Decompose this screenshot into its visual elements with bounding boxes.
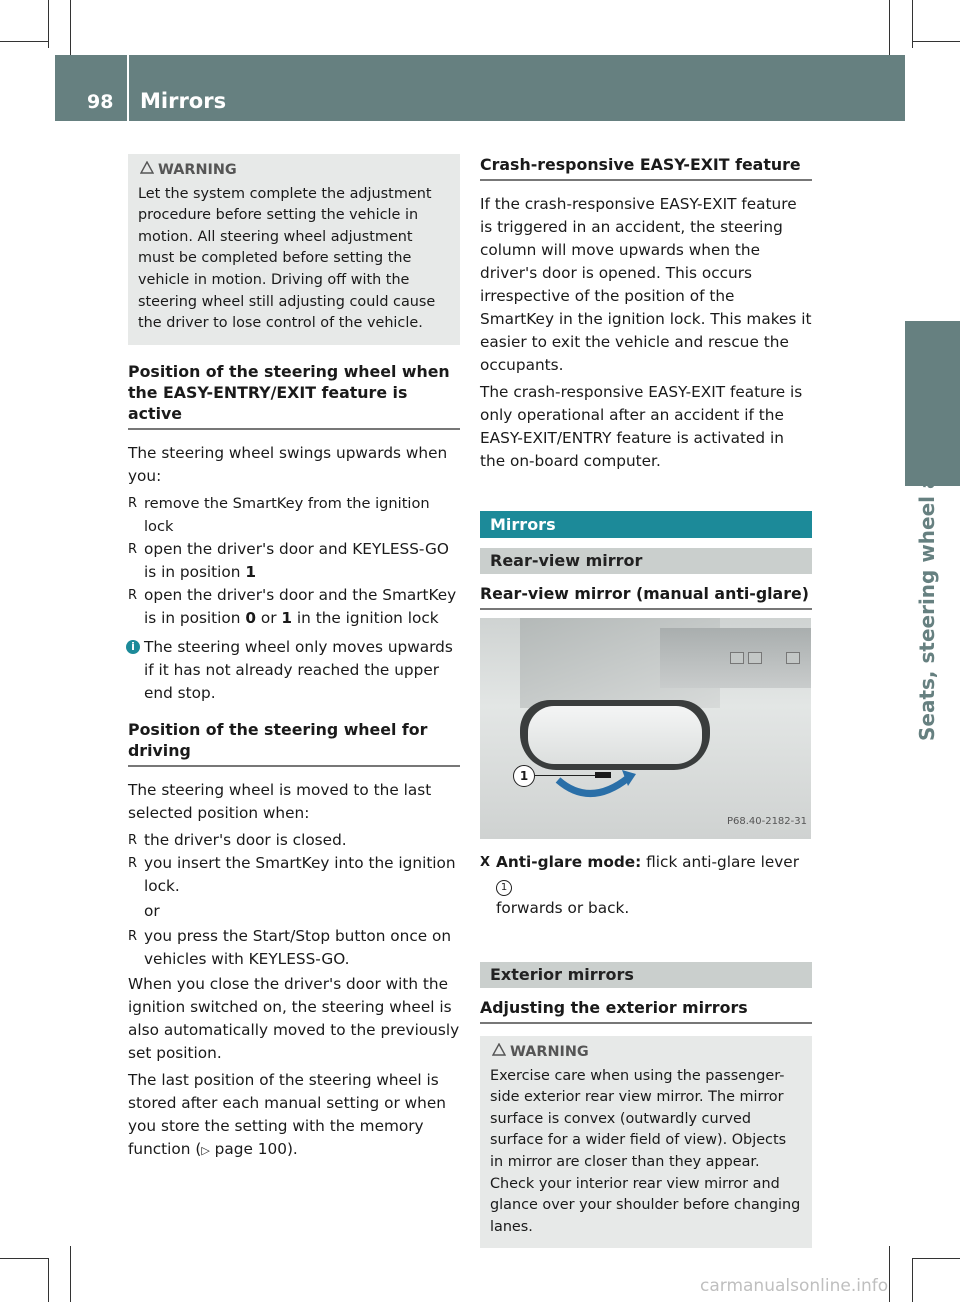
paragraph: The steering wheel is moved to the last selected position when: [128,780,432,822]
page-ref-arrow-icon: ▷ [201,1143,210,1157]
warning-heading [492,1042,802,1064]
list-item-text: you press the Start/Stop button once on vehicles with KEYLESS-GO. [144,926,452,968]
warning-box [480,1036,812,1248]
list-item-text: or [256,608,282,627]
heading-adjusting-exterior: Adjusting the exterior mirrors [480,997,812,1024]
crop-mark [70,1246,71,1302]
page-number: 98 [87,91,114,113]
callout-line [535,775,595,776]
crop-mark [912,41,960,42]
bullet-mark: R [128,495,138,511]
list-item [128,829,460,852]
list-item-text: remove the SmartKey from the ignition lock [144,494,430,535]
page-ref-open: ( [195,1139,202,1158]
list-item-text: the driver's door is closed. [144,830,347,849]
list-item [128,492,460,538]
warning-triangle-icon [140,160,158,182]
crop-mark [0,1258,48,1259]
warning-label: WARNING [158,162,237,178]
list-item-text: open the driver's door and KEYLESS-GO is in position [144,539,449,581]
step-text: flick anti-glare lever [641,853,799,871]
overhead-console-buttons [660,628,811,688]
list-item [128,584,460,630]
key-position: 0 [245,608,256,627]
crop-mark [48,0,49,48]
figure-callout-1: 1 [513,765,535,787]
subsection-heading-exterior: Exterior mirrors [480,962,812,988]
key-position: 1 [245,562,256,581]
warning-heading [140,160,450,182]
bullet-mark: R [128,855,138,871]
watermark: carmanualsonline.info [700,1276,889,1296]
callout-reference: 1 [496,880,512,896]
page-title: Mirrors [140,89,227,113]
crop-mark [889,0,890,55]
heading-easy-entry: Position of the steering wheel when the EASY-ENTRY/EXIT feature is active [128,361,460,430]
paragraph: If the crash-responsive EASY-EXIT feature is triggered in an accident, the steering column will move upwards when the driver's door is opened. This occurs irrespective of the position of the SmartKey in the ignition lock. This makes it easier to exit the vehicle and rescue the occupants. [480,195,812,374]
bullet-mark: R [128,832,138,848]
warning-text: Exercise care when using the passenger-side exterior rear view mirror. The mirror surface is convex (outwardly curved surface for a wider field of view). Objects in mirror are closer than they appear. Check your interior rear view mirror and glance over your shoulder before changing lanes. [490,1067,801,1235]
crop-mark [0,41,48,42]
warning-label: WARNING [510,1044,589,1060]
right-column [480,154,812,1248]
crop-mark [889,1246,890,1302]
warning-box [128,154,460,345]
page-header [55,55,905,121]
figure-reference: P68.40-2182-31 [726,816,807,827]
crop-mark [912,0,913,48]
step-text-continued: forwards or back. [496,899,630,917]
bullet-mark: R [128,928,138,944]
instruction-step [480,851,812,920]
rear-view-mirror-photo [480,618,811,839]
header-divider [127,55,129,121]
crop-mark [48,1258,49,1302]
list-item [128,538,460,584]
info-icon: i [126,636,145,659]
chapter-title: Seats, steering wheel and mirrors [915,357,939,741]
info-note [128,636,460,705]
list-item-text: in the ignition lock [292,608,439,627]
section-heading-mirrors: Mirrors [480,511,812,538]
mirror-glass [528,706,702,764]
step-label: Anti-glare mode: [496,853,642,871]
chapter-sidebar [905,121,960,1302]
heading-driving: Position of the steering wheel for driving [128,719,460,767]
crop-mark [70,0,71,55]
or-text: or [144,901,160,920]
page-reference-link[interactable]: page 100). [209,1139,298,1158]
paragraph: The steering wheel swings upwards when you: [128,443,448,485]
paragraph [128,1069,460,1162]
paragraph: The crash-responsive EASY-EXIT feature is only operational after an accident if the EASY-EXIT/ENTRY feature is activated in the on-board computer. [480,383,803,470]
left-column [128,154,460,1162]
warning-text: Let the system complete the adjustment procedure before setting the vehicle in motion. All steering wheel adjustment must be completed before setting the vehicle in motion. Driving off with the steering wheel still adjusting could cause the driver to lose control of the vehicle. [138,185,436,332]
paragraph: When you close the driver's door with the ignition switched on, the steering wheel is also automatically moved to the previously set position. [128,974,460,1062]
key-position: 1 [281,608,293,627]
info-text: The steering wheel only moves upwards if it has not already reached the upper end stop. [144,637,453,702]
heading-crash-responsive: Crash-responsive EASY-EXIT feature [480,154,812,181]
list-item-text: open the driver's door and the SmartKey is in position [144,585,457,627]
list-item [128,925,460,971]
bullet-mark: R [128,541,138,557]
bullet-mark: R [128,587,138,603]
heading-rear-view-manual: Rear-view mirror (manual anti-glare) [480,583,812,610]
subsection-heading-rear-view: Rear-view mirror [480,548,812,574]
list-item-text: you insert the SmartKey into the ignition lock. [144,853,456,895]
list-item [128,852,460,898]
paragraph-text: The last position of the steering wheel is stored after each manual setting or when you store the setting with the memory function [128,1070,446,1158]
warning-triangle-icon [492,1042,510,1064]
step-arrow-icon: X [480,855,491,870]
